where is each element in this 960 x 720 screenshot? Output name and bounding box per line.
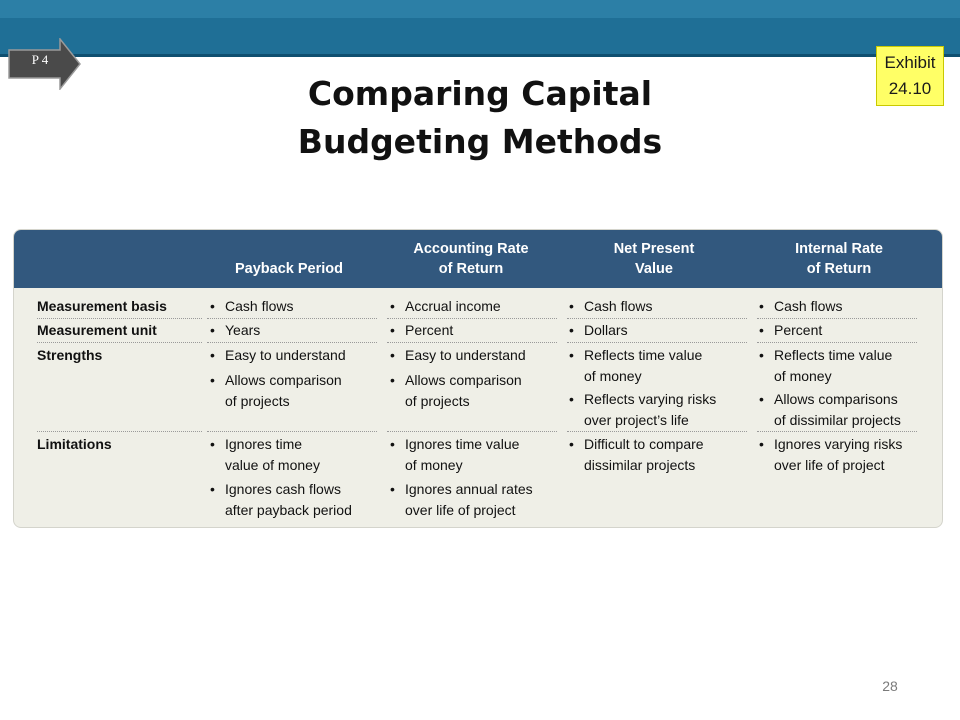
cell-npv-limitation-1: • Difficult to compare dissimilar projects [569, 436, 704, 473]
row-label-limitations: Limitations [37, 436, 112, 452]
exhibit-number: 24.10 [888, 79, 932, 98]
row-divider [757, 342, 917, 343]
column-header-arr: Accounting Rate of Return [413, 241, 529, 277]
exhibit-badge [876, 46, 944, 106]
cell-irr-basis: • Cash flows [759, 298, 843, 314]
cell-payback-strength-1: • Easy to understand [210, 347, 346, 363]
cell-arr-limitation-1: • Ignores time value of money [390, 436, 520, 473]
row-label-strengths: Strengths [37, 347, 103, 363]
cell-arr-strength-1: • Easy to understand [390, 347, 526, 363]
page-title [180, 70, 780, 166]
cell-npv-strength-1: • Reflects time value of money [569, 347, 703, 384]
row-divider [757, 431, 917, 432]
cell-irr-limitation-1: • Ignores varying risks over life of project [759, 436, 903, 473]
row-divider [387, 431, 557, 432]
page-title-line2: Budgeting Methods [297, 122, 663, 161]
row-divider [207, 431, 377, 432]
page-number: 28 [882, 678, 898, 694]
cell-arr-limitation-2: • Ignores annual rates over life of project [390, 481, 533, 518]
cell-npv-basis: • Cash flows [569, 298, 653, 314]
cell-payback-strength-2: • Allows comparison of projects [210, 372, 342, 409]
cell-irr-strength-1: • Reflects time value of money [759, 347, 893, 384]
cell-arr-strength-2: • Allows comparison of projects [390, 372, 522, 409]
row-divider [387, 342, 557, 343]
cell-payback-unit: • Years [210, 322, 261, 338]
row-label-measurement-unit: Measurement unit [37, 322, 157, 338]
cell-irr-strength-2: • Allows comparisons of dissimilar projects [759, 391, 901, 428]
row-divider [387, 318, 557, 319]
objective-tag-label: P 4 [31, 52, 49, 67]
exhibit-label: Exhibit [884, 53, 936, 72]
header-bar-highlight [0, 0, 960, 18]
objective-arrow-tag [8, 38, 82, 90]
page-title-line1: Comparing Capital [307, 74, 653, 113]
cell-npv-strength-2: • Reflects varying risks over project’s life [569, 391, 717, 428]
cell-npv-unit: • Dollars [569, 322, 628, 338]
row-divider [567, 342, 747, 343]
cell-payback-basis: • Cash flows [210, 298, 294, 314]
row-divider [37, 342, 202, 343]
column-header-irr: Internal Rate of Return [795, 241, 883, 277]
header-bar [0, 0, 960, 57]
row-divider [567, 318, 747, 319]
row-divider [37, 431, 202, 432]
cell-payback-limitation-2: • Ignores cash flows after payback period [210, 481, 352, 518]
cell-arr-unit: • Percent [390, 322, 454, 338]
row-divider [37, 318, 202, 319]
cell-payback-limitation-1: • Ignores time value of money [210, 436, 320, 473]
table-header [14, 230, 943, 288]
column-header-npv: Net Present Value [613, 241, 695, 277]
cell-irr-unit: • Percent [759, 322, 823, 338]
row-label-measurement-basis: Measurement basis [37, 298, 167, 314]
comparison-table [13, 229, 943, 528]
row-divider [207, 318, 377, 319]
row-divider [207, 342, 377, 343]
column-header-payback: Payback Period [235, 261, 343, 277]
row-divider [757, 318, 917, 319]
cell-arr-basis: • Accrual income [390, 298, 501, 314]
row-divider [567, 431, 747, 432]
